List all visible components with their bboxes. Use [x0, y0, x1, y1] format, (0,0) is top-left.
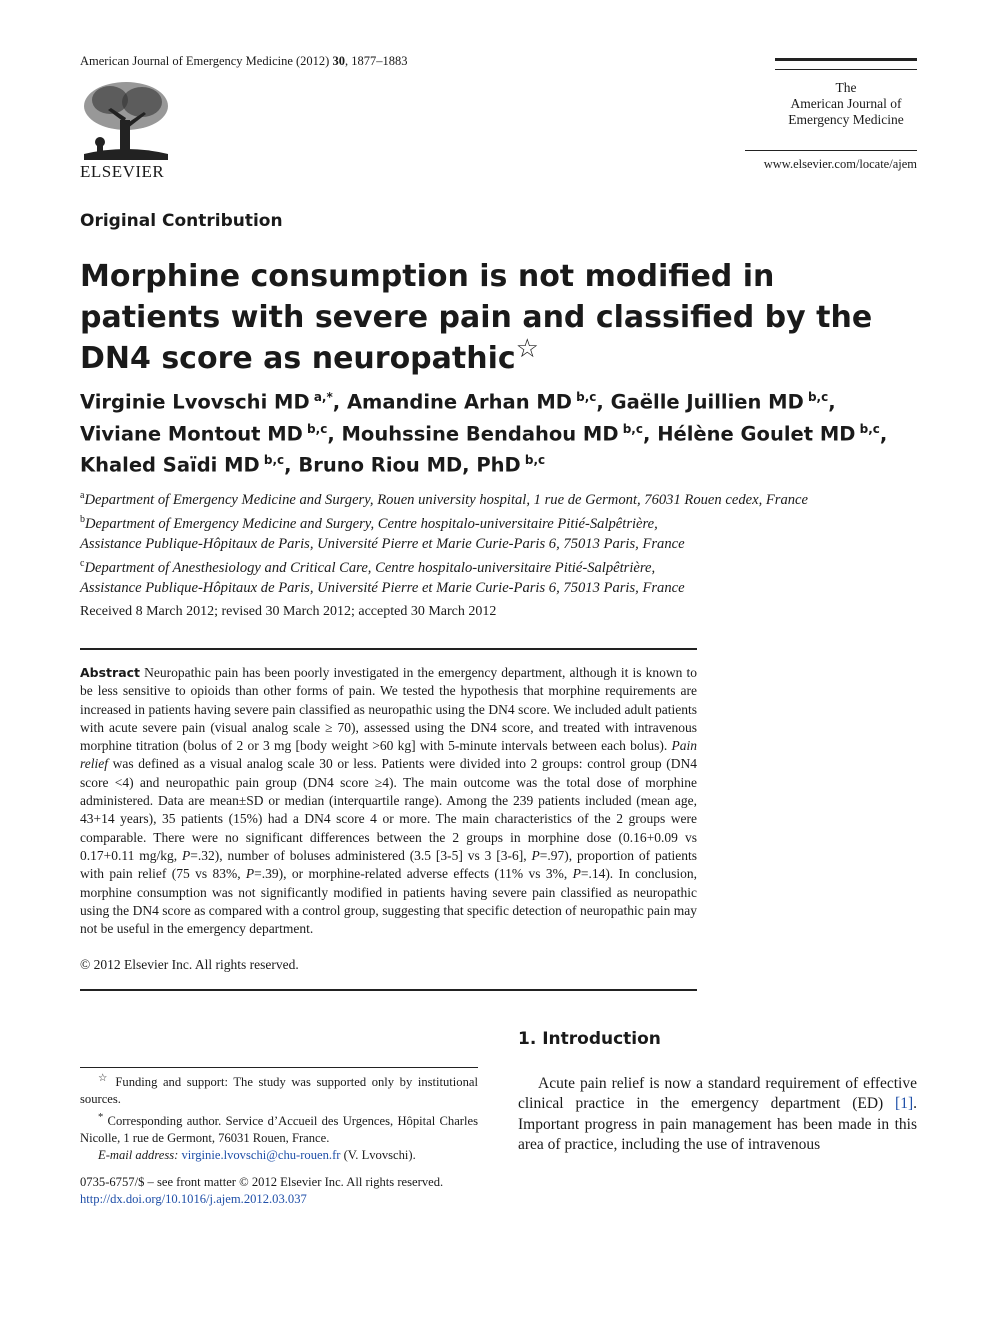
footnote-rule — [80, 1067, 478, 1068]
affiliation-c-cont: Assistance Publique-Hôpitaux de Paris, Université Pierre et Marie Curie-Paris 6, 75013 Paris, France — [80, 579, 685, 596]
author-name: Amandine Arhan MD — [346, 390, 572, 414]
footnotes — [80, 1070, 478, 1164]
issn-line — [80, 1174, 500, 1208]
affiliation-a: $^a$Department of Emergency Medicine and Surgery, Rouen university hospital, 1 rue de Germont, 76031 Rouen cedex, France — [80, 490, 809, 508]
journal-name — [775, 80, 917, 128]
journal-citation: American Journal of Emergency Medicine (2012) 30, 1877–1883 — [80, 54, 408, 68]
corresponding-footnote: * Corresponding author. Service d’Accueil des Urgences, Hôpital Charles Nicolle, 1 rue de Germont, 76031 Rouen, France. — [80, 1111, 478, 1145]
abstract-heading: Abstract — [80, 665, 141, 680]
abstract: Abstract Neuropathic pain has been poorly investigated in the emergency department, although it is known to be less sensitive to opioids than other forms of pain. We tested the hypothesis that morphine requirements are increased in patients having severe pain classified as neuropathic using the DN4 score. We included adult patients with acute severe pain (visual analog scale ≥ 70), assessed using the DN4 score, and treated with intravenous morphine titration (bolus of 2 or 3 mg [body weight >60 kg] with 5-minute intervals between each bolus). Pain relief was defined as a visual analog scale 30 or less. Patients were divided into 2 groups: control group (DN4 score <4) and neuropathic pain group (DN4 score ≥4). The main outcome was the total dose of morphine administered. Data are mean±SD or median (interquartile range). Among the 239 patients included (mean age, 43+14 years), 35 patients (15%) had a DN4 score 4 or more. The main characteristics of the 2 groups were comparable. There were no significant differences between the 2 groups in morphine dose (0.16+0.09 vs 0.17+0.11 mg/kg, P=.32), number of boluses administered (3.5 [3-5] vs 3 [3-6], P=.97), proportion of patients with pain relief (75 vs 83%, P=.39), or morphine-related adverse effects (11% vs 3%, P=.14). In conclusion, morphine consumption was not significantly modified in patients having severe pain classified as neuropathic using the DN4 score as compared with a control group, suggesting that specific detection of neuropathic pain may not be useful in the emergency department. — [80, 665, 698, 937]
abstract-rule — [80, 989, 697, 991]
author-affiliation-mark[interactable]: a,* — [309, 390, 333, 404]
journal-rule — [745, 150, 917, 151]
journal-rule — [775, 58, 917, 70]
affiliation-b: $^b$Department of Emergency Medicine and Surgery, Centre hospitalo-universitaire Pitié-Salpêtrière, — [80, 513, 658, 532]
journal-name-line: Emergency Medicine — [788, 112, 904, 127]
funding-footnote: ☆ Funding and support: The study was supported only by institutional sources. — [80, 1073, 478, 1107]
author-name: Viviane Montout MD — [80, 422, 303, 445]
author-name: Virginie Lvovschi MD — [80, 390, 310, 414]
author-affiliation-mark[interactable]: b,c — [803, 390, 829, 404]
author-name: Hélène Goulet MD — [657, 422, 856, 445]
introduction-text: Acute pain relief is now a standard requirement of effective clinical practice in the emergency department (ED) [1]. Important progress in pain management has been made in this area of practice, including the use of intravenous — [518, 1075, 917, 1153]
copyright: © 2012 Elsevier Inc. All rights reserved. — [80, 957, 299, 972]
doi-link[interactable]: http://dx.doi.org/10.1016/j.ajem.2012.03.037 — [80, 1192, 307, 1207]
author-affiliation-mark[interactable]: b,c — [571, 390, 597, 404]
email-link[interactable]: virginie.lvovschi@chu-rouen.fr — [181, 1148, 341, 1163]
author-name: Khaled Saïdi MD — [80, 453, 260, 477]
affiliations — [80, 486, 930, 598]
introduction-heading: 1. Introduction — [518, 1029, 661, 1049]
author-list: Virginie Lvovschi MD $^{a,*}$, Amandine Arhan MD $^{b,c}$, Gaëlle Juillien MD $^{b,c}$, Viviane Montout MD $^{b,c}$, Mouhssine Bendahou MD $^{b,c}$, Hélène Goulet MD $^{b,c}$, Khaled Saïdi MD $^{b,c}$, Bruno Riou MD, PhD $^{b,c}$ — [80, 390, 888, 477]
author-affiliation-mark[interactable]: b,c — [855, 421, 880, 436]
journal-url-link[interactable]: www.elsevier.com/locate/ajem — [763, 157, 917, 171]
tree-icon — [80, 80, 172, 160]
title-text: Morphine consumption is not modified in patients with severe pain and classified by the DN4 score as neuropathic — [80, 259, 873, 376]
reference-link[interactable]: [1] — [895, 1095, 914, 1113]
affiliation-b-cont: Assistance Publique-Hôpitaux de Paris, Université Pierre et Marie Curie-Paris 6, 75013 Paris, France — [80, 535, 685, 552]
author-name: Gaëlle Juillien MD — [610, 390, 804, 414]
author-name: Mouhssine Bendahou MD — [341, 422, 619, 445]
affiliation-c: $^c$Department of Anesthesiology and Critical Care, Centre hospitalo-universitaire Pitié-Salpêtrière, — [80, 557, 656, 576]
publisher-name: ELSEVIER — [80, 162, 165, 181]
received-dates: Received 8 March 2012; revised 30 March 2012; accepted 30 March 2012 — [80, 604, 497, 619]
journal-name-line: The — [835, 80, 857, 95]
author-affiliation-mark[interactable]: b,c — [618, 421, 643, 436]
title-footnote-mark[interactable]: ☆ — [515, 334, 539, 364]
email-footnote: E-mail address: virginie.lvovschi@chu-rouen.fr (V. Lvovschi). — [98, 1148, 416, 1163]
abstract-rule — [80, 648, 697, 650]
front-matter: 0735-6757/$ – see front matter © 2012 Elsevier Inc. All rights reserved. — [80, 1175, 444, 1189]
author-affiliation-mark[interactable]: b,c — [520, 453, 546, 467]
article-title — [80, 256, 900, 379]
author-affiliation-mark[interactable]: b,c — [259, 453, 285, 467]
section-label: Original Contribution — [80, 211, 283, 231]
author-affiliation-mark[interactable]: b,c — [302, 421, 328, 436]
journal-name-line: American Journal of — [790, 96, 902, 111]
author-name: Bruno Riou MD, PhD — [298, 453, 521, 477]
